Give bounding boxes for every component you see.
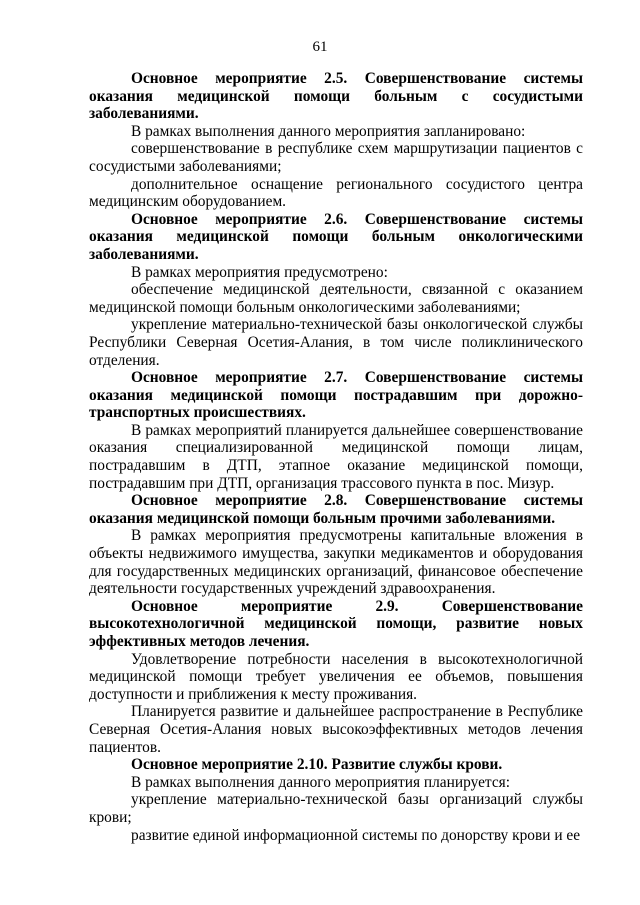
body-paragraph: В рамках выполнения данного мероприятия планируется: — [131, 773, 511, 791]
body-paragraph: Удовлетворение потребности населения в высокотехнологичной медицинской помощи требует увеличения ее объемов, повышения доступности и приближения к месту проживания. — [89, 650, 583, 703]
section-heading: Основное мероприятие 2.6. Совершенствование системы оказания медицинской помощи больным онкологическими заболеваниями. — [89, 210, 583, 263]
body-paragraph: обеспечение медицинской деятельности, связанной с оказанием медицинской помощи больным онкологическими заболеваниями; — [89, 281, 583, 316]
body-paragraph: развитие единой информационной системы по донорству крови и ее — [131, 826, 581, 844]
body-paragraph: совершенствование в республике схем маршрутизации пациентов с сосудистыми заболеваниями; — [89, 140, 583, 175]
section-heading: Основное мероприятие 2.5. Совершенствование системы оказания медицинской помощи больным с сосудистыми заболеваниями. — [89, 70, 583, 123]
section-heading: Основное мероприятие 2.10. Развитие службы крови. — [131, 756, 503, 774]
document-body — [89, 70, 583, 844]
body-paragraph: укрепление материально-технической базы организаций службы крови; — [89, 791, 583, 826]
body-paragraph: В рамках мероприятия предусмотрены капитальные вложения в объекты недвижимого имущества, закупки медикаментов и оборудования для государственных медицинских организаций, финансовое обеспечение деятельности государственных учреждений здравоохранения. — [89, 527, 583, 598]
page-number: 61 — [312, 39, 328, 55]
body-paragraph: В рамках мероприятий планируется дальнейшее совершенствование оказания специализированной медицинской помощи лицам, пострадавшим в ДТП, этапное оказание медицинской помощи, пострадавшим при ДТП, организация трассового пункта в пос. Мизур. — [89, 421, 583, 492]
body-paragraph: дополнительное оснащение регионального сосудистого центра медицинским оборудованием. — [89, 175, 583, 211]
section-heading: Основное мероприятие 2.9. Совершенствование высокотехнологичной медицинской помощи, развитие новых эффективных методов лечения. — [89, 597, 583, 650]
body-paragraph: Планируется развитие и дальнейшее распространение в Республике Северная Осетия-Алания новых высокоэффективных методов лечения пациентов. — [89, 703, 583, 756]
body-paragraph: В рамках выполнения данного мероприятия запланировано: — [131, 122, 526, 140]
section-heading: Основное мероприятие 2.8. Совершенствование системы оказания медицинской помощи больным прочими заболеваниями. — [89, 492, 583, 527]
section-heading: Основное мероприятие 2.7. Совершенствование системы оказания медицинской помощи пострадавшим при дорожно-транспортных происшествиях. — [89, 369, 583, 422]
body-paragraph: укрепление материально-технической базы онкологической службы Республики Северная Осетия-Алания, в том числе поликлинического отделения. — [89, 316, 583, 369]
body-paragraph: В рамках мероприятия предусмотрено: — [131, 263, 388, 281]
